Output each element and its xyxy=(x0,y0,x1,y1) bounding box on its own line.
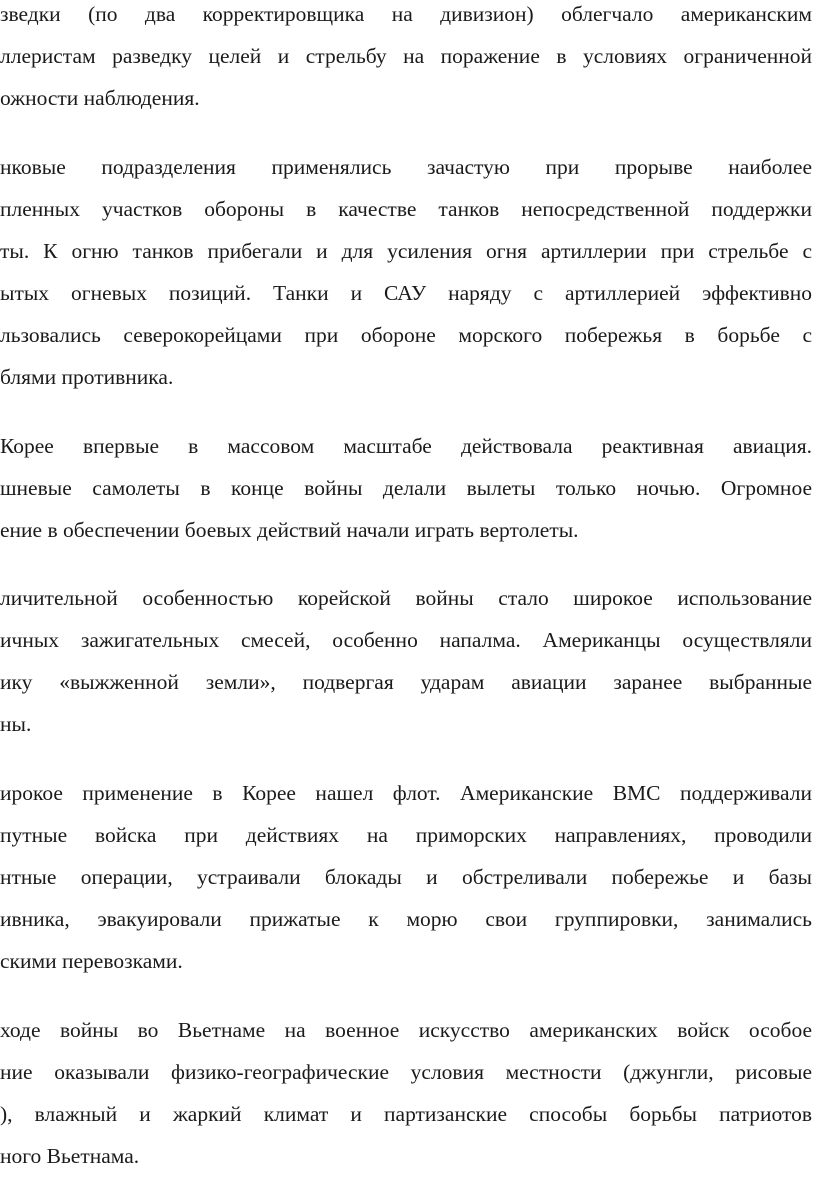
text-line: ирокое применение в Корее нашел флот. Американские ВМС поддерживали xyxy=(0,781,812,805)
text-line: ние оказывали физико-географические условия местности (джунгли, рисовые xyxy=(0,1060,812,1084)
text-line: ты. К огню танков прибегали и для усиления огня артиллерии при стрельбе с xyxy=(0,239,812,263)
text-line: ичных зажигательных смесей, особенно напалма. Американцы осуществляли xyxy=(0,628,812,652)
text-line: шневые самолеты в конце войны делали вылеты только ночью. Огромное xyxy=(0,476,812,500)
text-line: нтные операции, устраивали блокады и обстреливали побережье и базы xyxy=(0,865,812,889)
text-line: ику «выжженной земли», подвергая ударам авиации заранее выбранные xyxy=(0,670,812,694)
text-line: ны. xyxy=(0,712,32,736)
text-line: скими перевозками. xyxy=(0,949,183,973)
text-line: ), влажный и жаркий климат и партизанские способы борьбы патриотов xyxy=(0,1102,812,1126)
text-line: ение в обеспечении боевых действий начали играть вертолеты. xyxy=(0,518,579,542)
text-line: нковые подразделения применялись зачастую при прорыве наиболее xyxy=(0,155,812,179)
text-line: ного Вьетнама. xyxy=(0,1144,140,1168)
text-line: ивника, эвакуировали прижатые к морю свои группировки, занимались xyxy=(0,907,812,931)
text-line: блями противника. xyxy=(0,365,174,389)
text-line: зведки (по два корректировщика на дивизион) облегчало американским xyxy=(0,2,812,26)
text-line: ходе войны во Вьетнаме на военное искусство американских войск особое xyxy=(0,1018,812,1042)
text-line: льзовались северокорейцами при обороне морского побережья в борьбе с xyxy=(0,323,812,347)
text-line: ытых огневых позиций. Танки и САУ наряду с артиллерией эффективно xyxy=(0,281,812,305)
text-line: Корее впервые в массовом масштабе действовала реактивная авиация. xyxy=(0,434,812,458)
text-line: путные войска при действиях на приморских направлениях, проводили xyxy=(0,823,812,847)
text-line: ожности наблюдения. xyxy=(0,86,200,110)
text-line: пленных участков обороны в качестве танков непосредственной поддержки xyxy=(0,197,812,221)
text-line: личительной особенностью корейской войны стало широкое использование xyxy=(0,586,812,610)
text-line: ллеристам разведку целей и стрельбу на поражение в условиях ограниченной xyxy=(0,44,812,68)
